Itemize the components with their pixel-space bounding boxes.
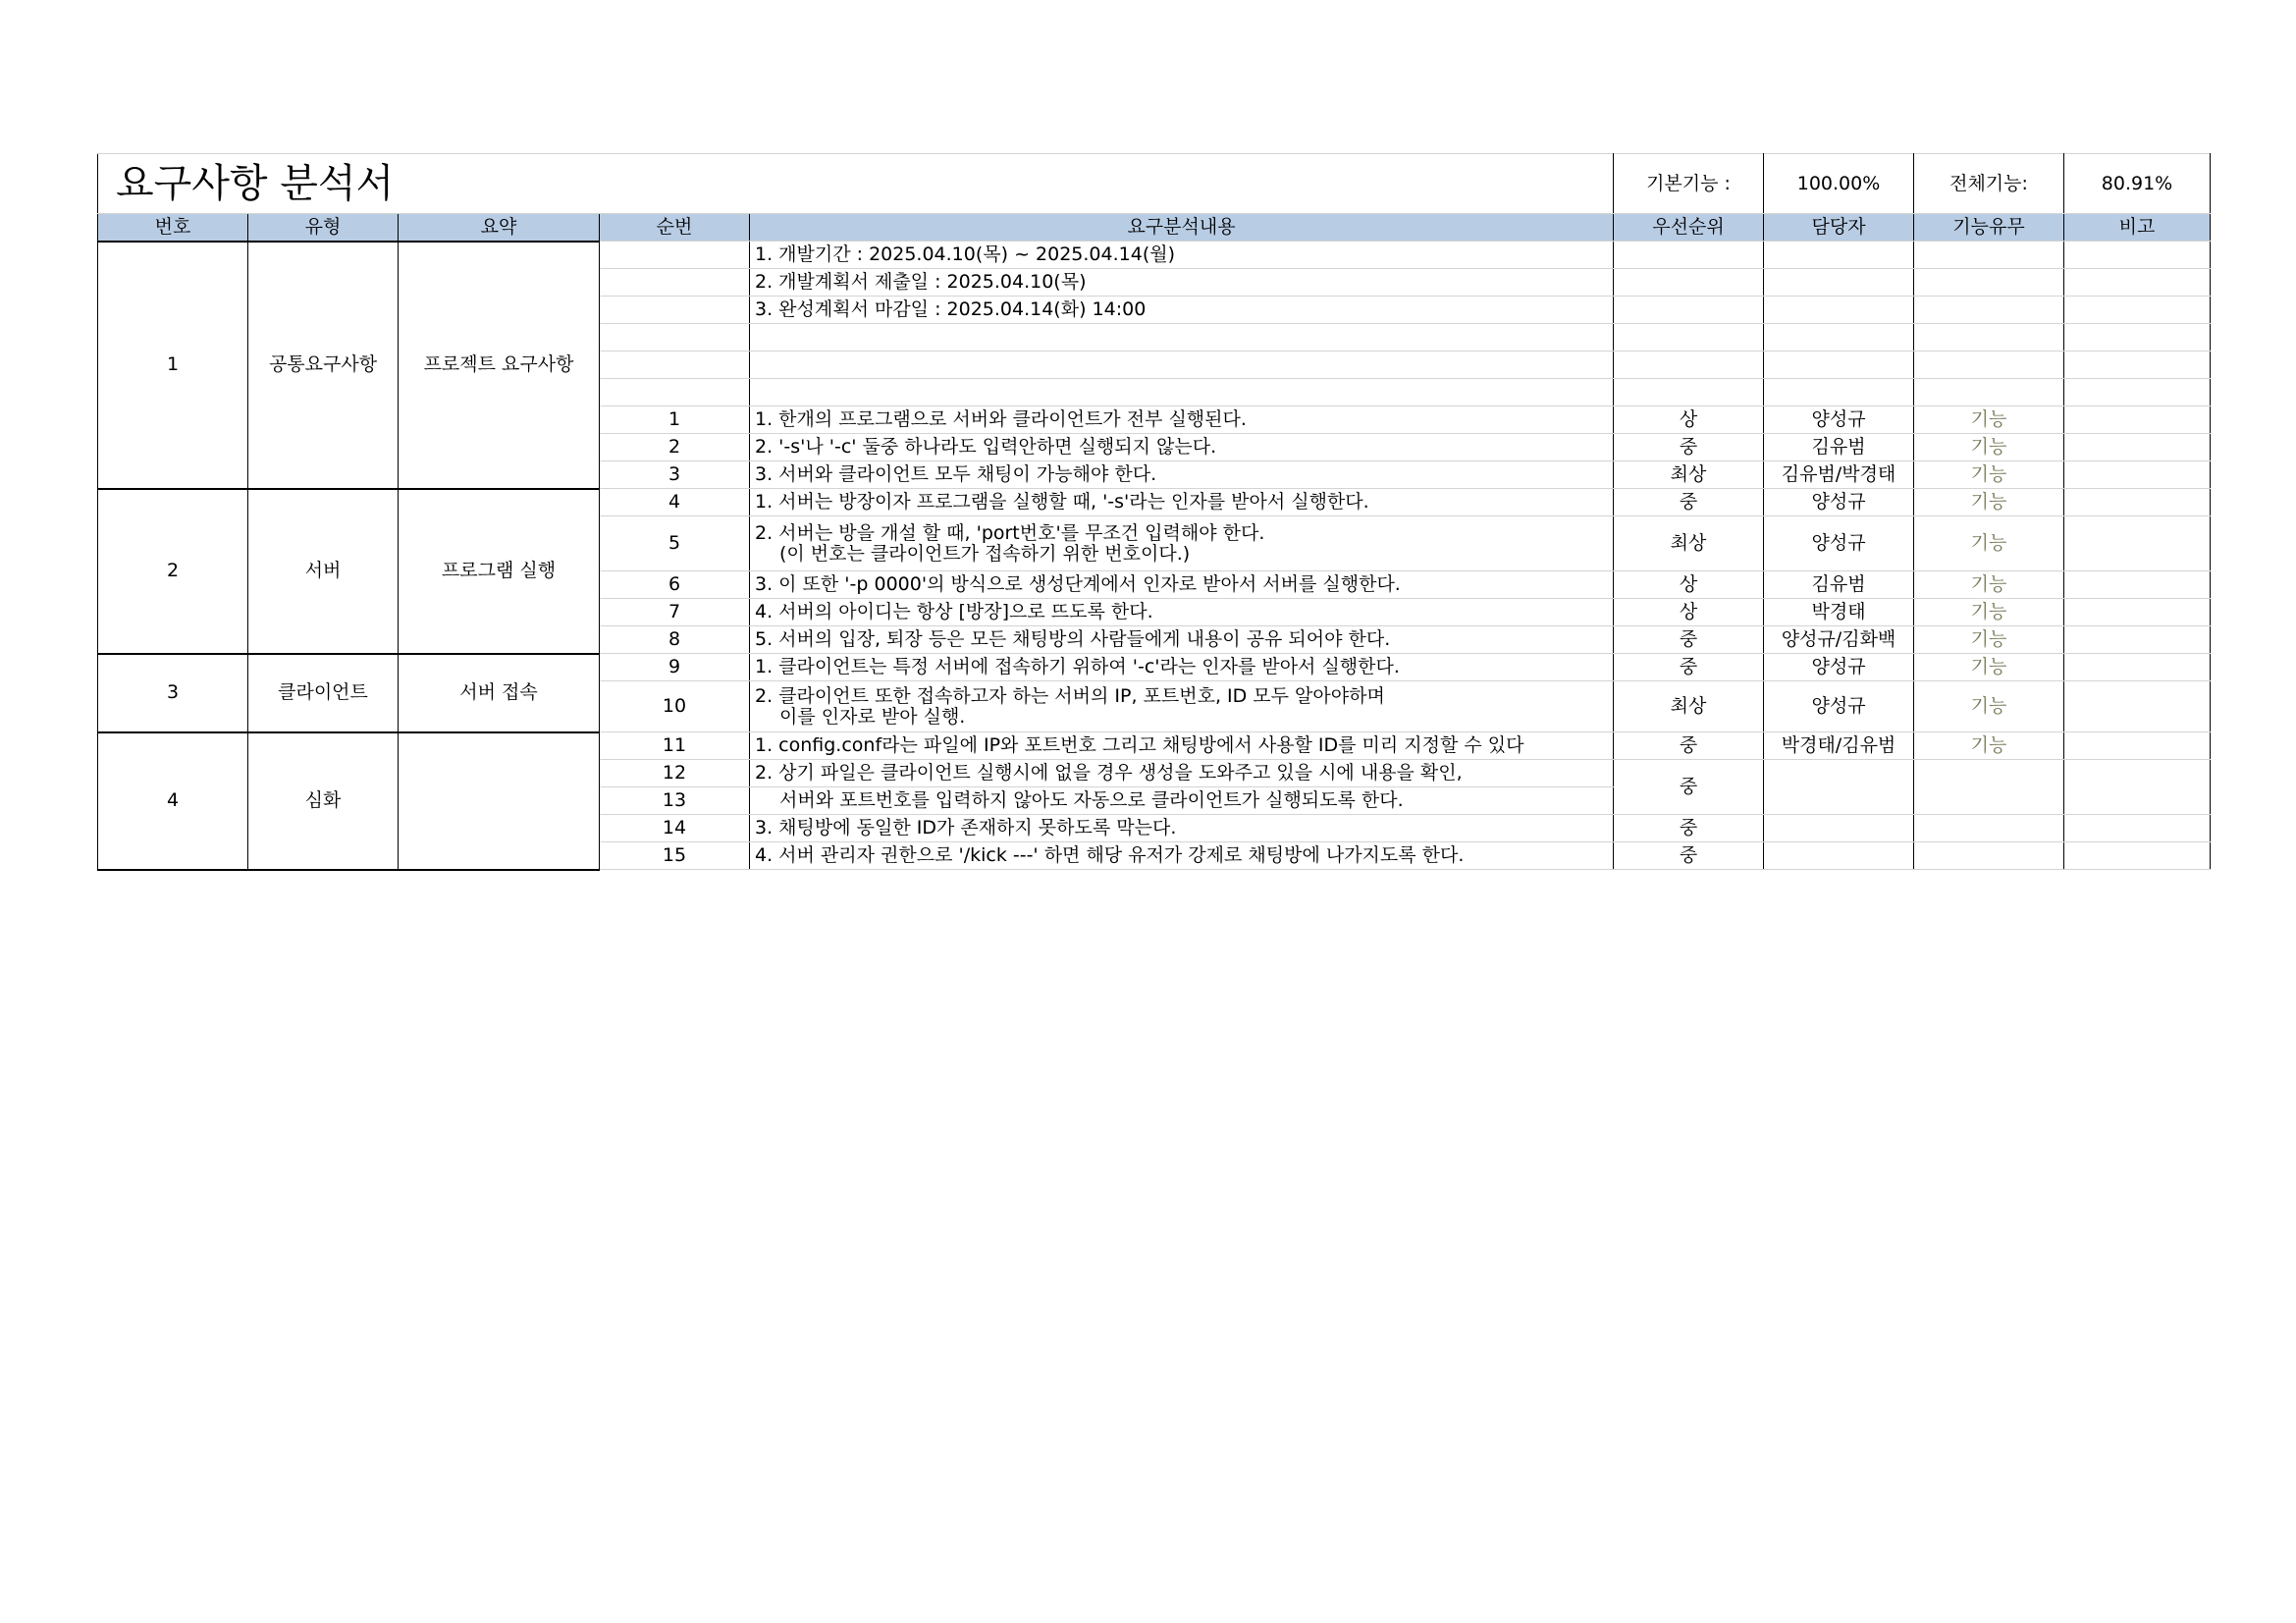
owner-cell [1764, 352, 1914, 379]
seq-cell: 4 [600, 489, 750, 516]
note-cell [2064, 489, 2211, 516]
priority-cell: 중 [1614, 489, 1764, 516]
priority-cell [1614, 242, 1764, 269]
seq-cell: 1 [600, 406, 750, 434]
content-cell: 5. 서버의 입장, 퇴장 등은 모든 채팅방의 사람들에게 내용이 공유 되어야 한다. [750, 626, 1614, 654]
content-cell [750, 681, 1614, 732]
group-number: 3 [98, 654, 248, 732]
priority-cell [1614, 269, 1764, 297]
content-cell [750, 787, 1614, 815]
basic-function-label: 기본기능 : [1614, 154, 1764, 214]
note-cell [2064, 599, 2211, 626]
total-function-label: 전체기능: [1914, 154, 2064, 214]
priority-cell [1614, 379, 1764, 406]
page-title: 요구사항 분석서 [98, 154, 1614, 214]
seq-cell: 13 [600, 787, 750, 815]
seq-cell: 11 [600, 732, 750, 760]
group-type: 서버 [248, 489, 399, 654]
basic-function-value: 100.00% [1764, 154, 1914, 214]
owner-cell [1764, 269, 1914, 297]
table-row [98, 732, 2211, 760]
function-cell [1914, 842, 2064, 870]
content-cell: 1. 서버는 방장이자 프로그램을 실행할 때, '-s'라는 인자를 받아서 실행한다. [750, 489, 1614, 516]
seq-cell: 7 [600, 599, 750, 626]
table-row [98, 654, 2211, 681]
priority-cell [1614, 297, 1764, 324]
function-cell [1914, 352, 2064, 379]
function-cell [1914, 297, 2064, 324]
header-note: 비고 [2064, 214, 2211, 242]
header-content: 요구분석내용 [750, 214, 1614, 242]
content-cell: 1. 한개의 프로그램으로 서버와 클라이언트가 전부 실행된다. [750, 406, 1614, 434]
function-cell: 기능 [1914, 461, 2064, 489]
note-cell [2064, 626, 2211, 654]
note-cell [2064, 406, 2211, 434]
function-cell [1914, 324, 2064, 352]
priority-cell: 중 [1614, 434, 1764, 461]
group-summary [399, 732, 600, 870]
header-priority: 우선순위 [1614, 214, 1764, 242]
content-cell: 2. '-s'나 '-c' 둘중 하나라도 입력안하면 실행되지 않는다. [750, 434, 1614, 461]
note-cell [2064, 842, 2211, 870]
owner-cell: 양성규 [1764, 406, 1914, 434]
seq-cell: 5 [600, 516, 750, 571]
table-row [98, 489, 2211, 516]
priority-cell: 최상 [1614, 681, 1764, 732]
function-cell [1914, 379, 2064, 406]
owner-cell: 양성규 [1764, 516, 1914, 571]
priority-cell [1614, 324, 1764, 352]
content-line-1: 2. 클라이언트 또한 접속하고자 하는 서버의 IP, 포트번호, ID 모두 알아야하며 [755, 684, 1385, 707]
seq-cell: 15 [600, 842, 750, 870]
content-line: 서버와 포트번호를 입력하지 않아도 자동으로 클라이언트가 실행되도록 한다. [779, 789, 1404, 811]
content-cell: 3. 채팅방에 동일한 ID가 존재하지 못하도록 막는다. [750, 815, 1614, 842]
priority-cell: 중 [1614, 626, 1764, 654]
note-cell [2064, 681, 2211, 732]
content-cell: 3. 완성계획서 마감일 : 2025.04.14(화) 14:00 [750, 297, 1614, 324]
function-cell: 기능 [1914, 406, 2064, 434]
seq-cell [600, 297, 750, 324]
content-line-2: 이를 인자로 받아 실행. [779, 705, 966, 728]
seq-cell: 3 [600, 461, 750, 489]
priority-cell: 최상 [1614, 516, 1764, 571]
priority-cell: 중 [1614, 815, 1764, 842]
seq-cell [600, 242, 750, 269]
priority-cell: 상 [1614, 599, 1764, 626]
group-type: 심화 [248, 732, 399, 870]
function-cell [1914, 815, 2064, 842]
note-cell [2064, 815, 2211, 842]
priority-cell: 중 [1614, 842, 1764, 870]
owner-cell: 박경태/김유범 [1764, 732, 1914, 760]
header-seq: 순번 [600, 214, 750, 242]
seq-cell: 14 [600, 815, 750, 842]
note-cell [2064, 324, 2211, 352]
function-cell: 기능 [1914, 489, 2064, 516]
function-cell: 기능 [1914, 571, 2064, 599]
content-cell [750, 324, 1614, 352]
note-cell [2064, 461, 2211, 489]
owner-cell [1764, 379, 1914, 406]
owner-cell [1764, 297, 1914, 324]
seq-cell: 12 [600, 760, 750, 787]
group-summary: 프로그램 실행 [399, 489, 600, 654]
group-type: 클라이언트 [248, 654, 399, 732]
content-cell [750, 379, 1614, 406]
owner-cell: 김유범 [1764, 434, 1914, 461]
function-cell [1914, 242, 2064, 269]
priority-cell: 중 [1614, 732, 1764, 760]
header-row [98, 214, 2211, 242]
requirements-table [97, 153, 2211, 871]
priority-cell: 최상 [1614, 461, 1764, 489]
owner-cell [1764, 815, 1914, 842]
function-cell: 기능 [1914, 516, 2064, 571]
function-cell [1914, 269, 2064, 297]
content-cell: 4. 서버의 아이디는 항상 [방장]으로 뜨도록 한다. [750, 599, 1614, 626]
owner-cell [1764, 324, 1914, 352]
group-number: 4 [98, 732, 248, 870]
header-no: 번호 [98, 214, 248, 242]
owner-cell: 양성규 [1764, 681, 1914, 732]
content-line-2: (이 번호는 클라이언트가 접속하기 위한 번호이다.) [779, 542, 1191, 565]
content-cell: 1. config.conf라는 파일에 IP와 포트번호 그리고 채팅방에서 사용할 ID를 미리 지정할 수 있다 [750, 732, 1614, 760]
seq-cell [600, 379, 750, 406]
owner-cell: 양성규/김화백 [1764, 626, 1914, 654]
owner-cell [1764, 242, 1914, 269]
seq-cell: 9 [600, 654, 750, 681]
header-function: 기능유무 [1914, 214, 2064, 242]
note-cell [2064, 654, 2211, 681]
priority-cell: 상 [1614, 406, 1764, 434]
priority-cell [1614, 352, 1764, 379]
group-summary: 서버 접속 [399, 654, 600, 732]
group-type: 공통요구사항 [248, 242, 399, 489]
group-number: 1 [98, 242, 248, 489]
note-cell [2064, 242, 2211, 269]
function-cell: 기능 [1914, 681, 2064, 732]
header-type: 유형 [248, 214, 399, 242]
owner-cell [1764, 760, 1914, 815]
priority-cell: 상 [1614, 571, 1764, 599]
function-cell: 기능 [1914, 434, 2064, 461]
seq-cell: 2 [600, 434, 750, 461]
seq-cell [600, 324, 750, 352]
content-cell [750, 516, 1614, 571]
table-row [98, 242, 2211, 269]
priority-cell: 중 [1614, 654, 1764, 681]
priority-cell: 중 [1614, 760, 1764, 815]
header-owner: 담당자 [1764, 214, 1914, 242]
note-cell [2064, 352, 2211, 379]
content-cell: 4. 서버 관리자 권한으로 '/kick ---' 하면 해당 유저가 강제로 채팅방에 나가지도록 한다. [750, 842, 1614, 870]
note-cell [2064, 732, 2211, 760]
content-cell: 1. 클라이언트는 특정 서버에 접속하기 위하여 '-c'라는 인자를 받아서 실행한다. [750, 654, 1614, 681]
function-cell: 기능 [1914, 599, 2064, 626]
note-cell [2064, 760, 2211, 815]
function-cell [1914, 760, 2064, 815]
group-number: 2 [98, 489, 248, 654]
content-line-1: 2. 서버는 방을 개설 할 때, 'port번호'를 무조건 입력해야 한다. [755, 521, 1265, 544]
note-cell [2064, 434, 2211, 461]
content-cell: 3. 이 또한 '-p 0000'의 방식으로 생성단계에서 인자로 받아서 서버를 실행한다. [750, 571, 1614, 599]
function-cell: 기능 [1914, 732, 2064, 760]
function-cell: 기능 [1914, 654, 2064, 681]
seq-cell: 10 [600, 681, 750, 732]
note-cell [2064, 571, 2211, 599]
owner-cell: 박경태 [1764, 599, 1914, 626]
group-summary: 프로젝트 요구사항 [399, 242, 600, 489]
owner-cell: 양성규 [1764, 489, 1914, 516]
note-cell [2064, 269, 2211, 297]
owner-cell: 김유범/박경태 [1764, 461, 1914, 489]
content-cell: 2. 개발계획서 제출일 : 2025.04.10(목) [750, 269, 1614, 297]
owner-cell [1764, 842, 1914, 870]
seq-cell [600, 269, 750, 297]
function-cell: 기능 [1914, 626, 2064, 654]
owner-cell: 양성규 [1764, 654, 1914, 681]
header-summary: 요약 [399, 214, 600, 242]
total-function-value: 80.91% [2064, 154, 2211, 214]
note-cell [2064, 297, 2211, 324]
seq-cell [600, 352, 750, 379]
content-cell: 2. 상기 파일은 클라이언트 실행시에 없을 경우 생성을 도와주고 있을 시에 내용을 확인, [750, 760, 1614, 787]
seq-cell: 6 [600, 571, 750, 599]
note-cell [2064, 516, 2211, 571]
content-cell: 1. 개발기간 : 2025.04.10(목) ~ 2025.04.14(월) [750, 242, 1614, 269]
seq-cell: 8 [600, 626, 750, 654]
note-cell [2064, 379, 2211, 406]
content-cell: 3. 서버와 클라이언트 모두 채팅이 가능해야 한다. [750, 461, 1614, 489]
content-cell [750, 352, 1614, 379]
owner-cell: 김유범 [1764, 571, 1914, 599]
